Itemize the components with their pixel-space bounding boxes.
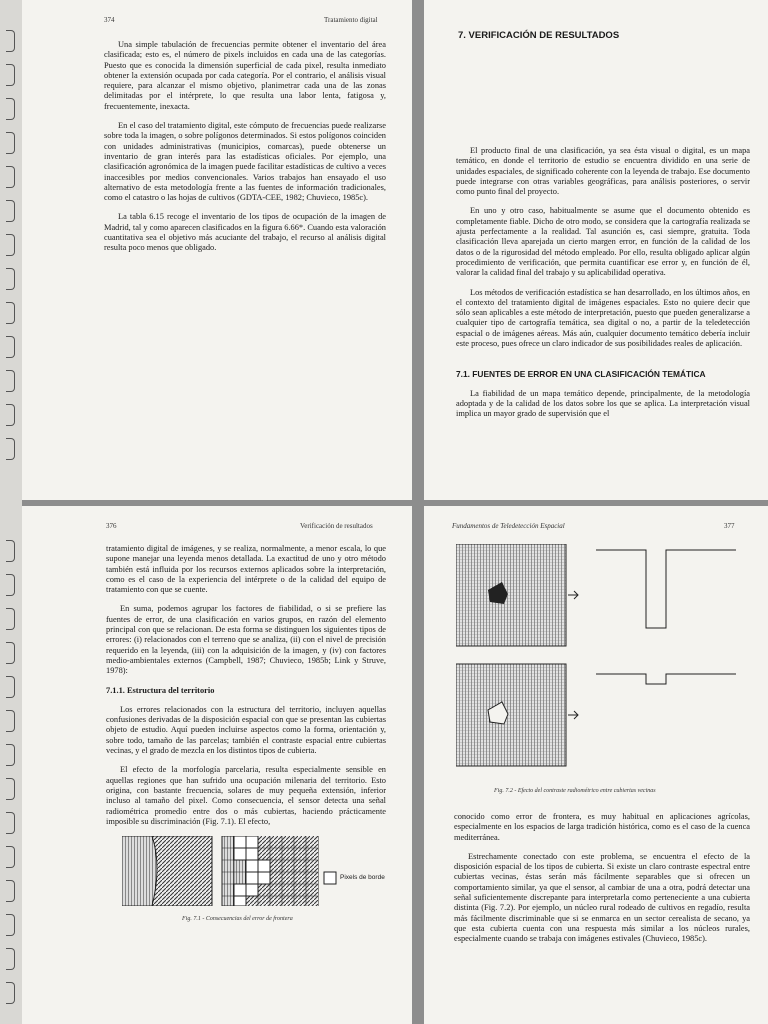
paragraph: tratamiento digital de imágenes, y se realiza, normalmente, a menor escala, lo que supone manejar una leyenda menos detallada. La exactitud de uno y otro método también está influida por los recursos externos aplicados sobre la interpretación, como es el caso de la experiencia del intérprete o de la calidad del equipo de tratamiento con que se cuente.: [106, 544, 386, 595]
binder-ring: [6, 64, 15, 86]
chapter-title: 7. VERIFICACIÓN DE RESULTADOS: [458, 30, 620, 41]
binder-ring: [6, 880, 15, 902]
pixel-grid: [222, 836, 318, 906]
page-number: 377: [724, 522, 735, 530]
binder-ring: [6, 370, 15, 392]
figure-caption: Fig. 7.2 - Efecto del contraste radiométrico entre cubiertas vecinas: [494, 788, 656, 794]
paragraph: En suma, podemos agrupar los factores de fiabilidad, o si se prefiere las fuentes de error, de una clasificación en varios grupos, en razón del elemento principal con que se relacionan. De esta forma se distinguen los siguientes tipos de errores: (i) relacionados con el terreno que se analiza, (ii) con el nivel de precisión requerido en la leyenda, (iii) con la adquisición de la imagen, y (iv) con factores medio-ambientales externos (Campbell, 1987; Chuvieco, 1985b; Link y Struve, 1978):: [106, 604, 386, 676]
figure-7-1-illustration: [122, 836, 362, 906]
paragraph: Los métodos de verificación estadística se han desarrollado, en los últimos años, en el contexto del tratamiento digital de imágenes espaciales. Esto no quiere decir que sólo sean aplicables a este método de interpretación, puesto que pueden generalizarse a cualquier tipo de cartografía temática, sea digital o no, a partir de la teledetección espacial o de imágenes aéreas. Más aún, cualquier documento temático debería incluir este proceso, pues ofrece un claro indicador de sus posibilidades reales de aplicación.: [456, 287, 750, 349]
binder-ring: [6, 166, 15, 188]
paragraph: En uno y otro caso, habitualmente se asume que el documento obtenido es completamente fiable. Dicho de otro modo, se considera que la cartografía realizada se ajusta perfectamente a la realidad. Tal asunción es, casi siempre, gratuita. Toda clasificación lleva aparejada un cierto margen error, en función de la calidad de los datos o de la rigurosidad del método empleado. Por ello, resulta obligado aplicar algún procedimiento de verificación, que permita cuantificar ese error y, en función de él, valorar la calidad final del trabajo y su aplicabilidad operativa.: [456, 206, 750, 278]
binder-ring: [6, 336, 15, 358]
binder-ring: [6, 608, 15, 630]
page-374: [22, 0, 412, 500]
binder-ring: [6, 302, 15, 324]
paragraph: El efecto de la morfología parcelaria, resulta especialmente sensible en aquellas regiones que han sufrido una ocupación milenaria del territorio. Esto origina, con bastante frecuencia, solares de muy pequeña extensión, inferior incluso al tamaño del pixel. Como consecuencia, el sensor detecta una señal radiométrica promedio entre dos o más cubiertas, haciendo prácticamente imposible su discriminación (Fig. 7.1). El efecto,: [106, 765, 386, 826]
binder-ring: [6, 846, 15, 868]
paragraph: En el caso del tratamiento digital, este cómputo de frecuencias puede realizarse sobre toda la imagen, o sobre polígonos determinados. Si estos polígonos coinciden con unidades administrativas (municipios, comarcas), puede obtenerse un inventario de gran interés para las estadísticas oficiales. Por ejemplo, una clasificación agronómica de la imagen puede facilitar estadísticas de cultivo a veces inaccesibles por medios convencionales. Varios trabajos han ensayado el uso alternativo de esta metodología frente a las fuentes de información tradicionales, como el catastro o las hojas de cultivos (GDTA-CEE, 1982; Chuvieco, 1985c).: [104, 121, 386, 203]
binder-ring: [6, 200, 15, 222]
legend-swatch: [324, 872, 336, 884]
binder-ring: [6, 404, 15, 426]
paragraph: Los errores relacionados con la estructura del territorio, incluyen aquellas confusiones derivadas de la disposición espacial con que se presentan las cubiertas objeto de estudio. Aquí pueden incluirse aspectos como la forma, orientación y, sobre todo, tamaño de las parcelas; también el contraste espacial entre cubiertas vecinas, y el grado de mezcla en los distintos tipos de cubierta.: [106, 704, 386, 756]
binder-ring: [6, 982, 15, 1004]
figure-7-2: [456, 544, 756, 784]
binder-ring: [6, 98, 15, 120]
binder-ring: [6, 234, 15, 256]
binder-ring: [6, 710, 15, 732]
page-376: [22, 506, 412, 1024]
page-number: 376: [106, 522, 117, 530]
figure-7-2-illustration: [456, 544, 756, 784]
binder-ring: [6, 268, 15, 290]
binder-ring: [6, 30, 15, 52]
paragraph: La fiabilidad de un mapa temático depende, principalmente, de la metodología adoptada y de la calidad de los datos sobre los que se aplica. La interpretación visual implica un mayor grado de supervisión que el: [456, 388, 750, 419]
subsection-title: 7.1.1. Estructura del territorio: [106, 685, 215, 695]
text-block: [106, 544, 386, 836]
page-377: [424, 506, 768, 1024]
binder-ring: [6, 914, 15, 936]
running-head: Fundamentos de Teledetección Espacial: [452, 522, 565, 530]
figure-caption: Fig. 7.1 - Consecuencias del error de frontera: [182, 916, 293, 922]
section-title: 7.1. FUENTES DE ERROR EN UNA CLASIFICACIÓN TEMÁTICA: [456, 369, 706, 380]
binder-ring: [6, 676, 15, 698]
paragraph: Una simple tabulación de frecuencias permite obtener el inventario del área clasificada; esto es, el número de pixels incluidos en cada una de las categorías. Puesto que es conocida la dimensión superficial de cada pixel, resulta inmediato obtener la extensión ocupada por cada categoría. Por el contrario, el análisis visual requiere, para alcanzar el mismo objetivo, planimetrar cada una de las zonas delimitadas por el intérprete, lo que resulta una labor lenta, fatigosa y, frecuentemente, inexacta.: [104, 40, 386, 111]
running-head: Verificación de resultados: [300, 522, 373, 530]
legend-label: Pixels de borde: [340, 874, 385, 881]
binder-ring: [6, 540, 15, 562]
binder-ring: [6, 778, 15, 800]
binder-ring: [6, 948, 15, 970]
text-block: [104, 40, 386, 263]
binder-ring: [6, 744, 15, 766]
binder-ring: [6, 438, 15, 460]
running-head: Tratamiento digital: [324, 16, 378, 24]
paragraph: Estrechamente conectado con este problema, se encuentra el efecto de la disposición espacial de los tipos de cubierta. Si existe un claro contraste espectral entre cubiertas vecinas, éstas serán más fácilmente separables que si ofrecen un comportamiento similar, ya que el sensor, al cambiar de una a otra, podrá detectar una señal suficientemente discrepante para interpretarla como perteneciente a una cubierta distinta (Fig. 7.2). Por ejemplo, un núcleo rural rodeado de cultivos en regadío, resulta más fácilmente discriminable que si se enmarca en un sector cerealista de secano, ya que esta cubierta cuenta con una respuesta más similar a los núcleos rurales, especialmente cuando se trabaja con imágenes estivales (Chuvieco, 1985c).: [454, 851, 750, 944]
text-block: [454, 812, 750, 954]
binder-gutter: [0, 0, 22, 1024]
page-number: 374: [104, 16, 115, 24]
binder-ring: [6, 132, 15, 154]
paragraph: conocido como error de frontera, es muy habitual en aplicaciones agrícolas, especialmente en los espacios de larga tradición histórica, como es el caso de la cuenca mediterránea.: [454, 812, 750, 842]
paragraph: El producto final de una clasificación, ya sea ésta visual o digital, es un mapa temático, en donde el territorio de estudio se encuentra dividido en una serie de unidades espaciales, de significado coherente con la leyenda de trabajo. Ese documento puede integrarse con otras variables geográficas, para análisis posteriores, o servir como punto final del proyecto.: [456, 146, 750, 197]
figure-7-1: [122, 836, 385, 906]
text-block: [456, 146, 750, 429]
paragraph: La tabla 6.15 recoge el inventario de los tipos de ocupación de la imagen de Madrid, tal y como aparecen clasificados en la figura 6.66*. Cuando esta valoración cuantitativa sea el objetivo más acuciante del trabajo, el recurso al análisis digital resulta poco menos que obligado.: [104, 212, 386, 253]
binder-ring: [6, 812, 15, 834]
binder-ring: [6, 574, 15, 596]
binder-ring: [6, 642, 15, 664]
page-375: [424, 0, 768, 500]
